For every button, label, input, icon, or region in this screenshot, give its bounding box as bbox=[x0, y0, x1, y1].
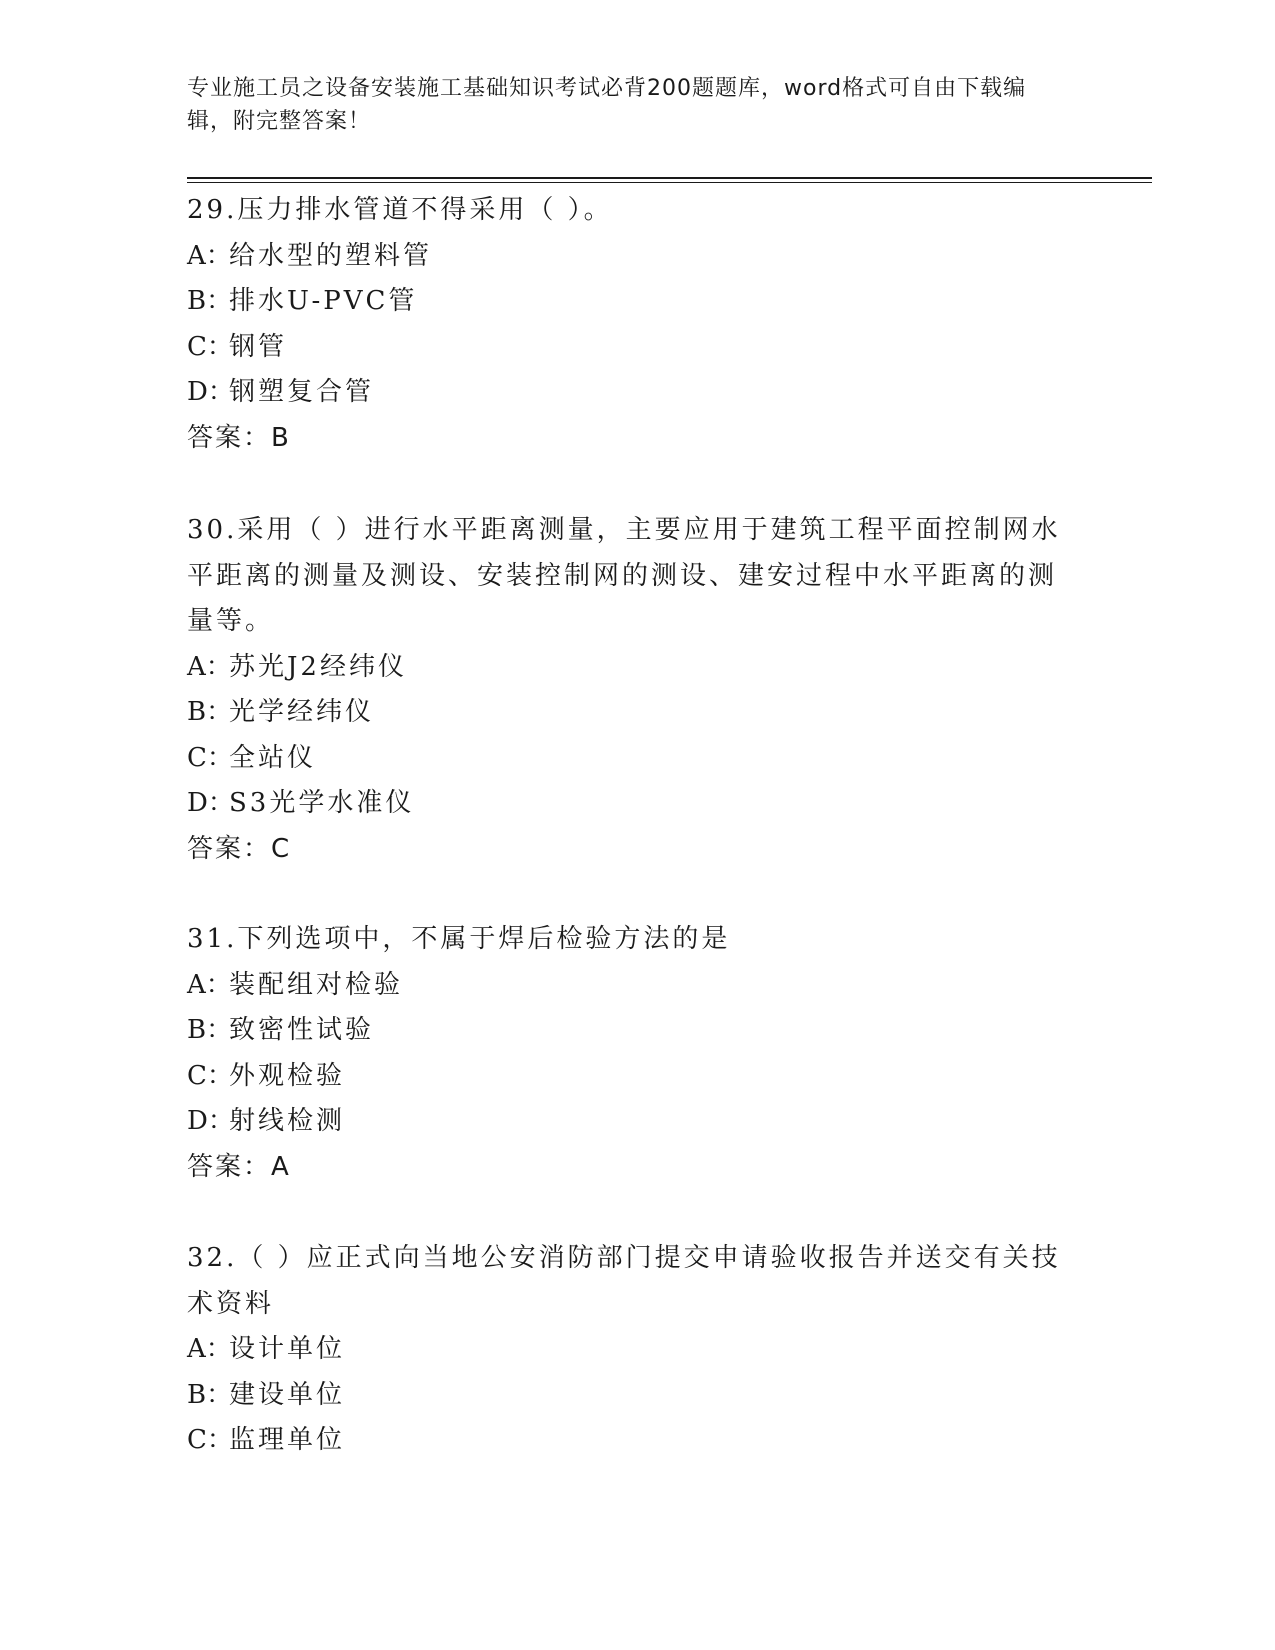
option-text: 给水型的塑料管 bbox=[229, 240, 433, 271]
option-key: C： bbox=[187, 331, 233, 362]
option-key: B： bbox=[187, 286, 233, 316]
option-b bbox=[187, 690, 1067, 736]
option-key: C： bbox=[187, 1060, 233, 1091]
option-text: 外观检验 bbox=[229, 1060, 346, 1091]
question-30 bbox=[187, 508, 1067, 872]
option-key: B： bbox=[187, 1015, 233, 1045]
answer-line: 答案：A bbox=[187, 1151, 291, 1182]
option-text: 光学经纬仪 bbox=[229, 697, 375, 727]
option-key: A： bbox=[187, 1334, 232, 1364]
question-stem: 29.压力排水管道不得采用（ ）。 bbox=[187, 195, 613, 225]
question-29 bbox=[187, 188, 1067, 461]
option-text: 致密性试验 bbox=[229, 1015, 375, 1045]
option-b bbox=[187, 279, 1067, 325]
option-a bbox=[187, 234, 1067, 280]
option-c bbox=[187, 736, 1067, 782]
option-key: A： bbox=[187, 651, 232, 682]
option-text: 装配组对检验 bbox=[229, 969, 404, 1000]
option-key: B： bbox=[187, 1379, 233, 1410]
option-key: D： bbox=[187, 1106, 234, 1136]
header-divider-thick bbox=[187, 177, 1152, 179]
option-text: 建设单位 bbox=[229, 1379, 346, 1410]
option-key: A： bbox=[187, 969, 232, 1000]
answer-line: 答案：B bbox=[187, 422, 291, 453]
option-text: 苏光J2经纬仪 bbox=[229, 651, 407, 682]
option-key: C： bbox=[187, 742, 233, 773]
header-divider-thin bbox=[187, 182, 1152, 183]
option-d bbox=[187, 781, 1067, 827]
option-text: 设计单位 bbox=[229, 1334, 346, 1364]
option-text: 排水U-PVC管 bbox=[229, 286, 418, 316]
option-text: 射线检测 bbox=[229, 1106, 346, 1136]
option-a bbox=[187, 1327, 1067, 1373]
option-text: S3光学水准仪 bbox=[229, 788, 415, 818]
option-c bbox=[187, 1418, 1067, 1464]
option-a bbox=[187, 963, 1067, 1009]
option-key: D： bbox=[187, 788, 234, 818]
option-b bbox=[187, 1008, 1067, 1054]
option-c bbox=[187, 1054, 1067, 1100]
option-text: 钢管 bbox=[229, 331, 288, 362]
option-b bbox=[187, 1373, 1067, 1419]
option-text: 全站仪 bbox=[229, 742, 317, 773]
question-31 bbox=[187, 917, 1067, 1190]
option-key: D： bbox=[187, 377, 234, 407]
option-text: 监理单位 bbox=[229, 1425, 346, 1455]
option-d bbox=[187, 370, 1067, 416]
option-c bbox=[187, 325, 1067, 371]
document-header: 专业施工员之设备安装施工基础知识考试必背200题题库，word格式可自由下载编辑，附完整答案！ bbox=[187, 76, 1027, 134]
option-d bbox=[187, 1099, 1067, 1145]
option-key: A： bbox=[187, 240, 232, 271]
answer-line: 答案：C bbox=[187, 833, 292, 864]
question-stem: 32.（ ）应正式向当地公安消防部门提交申请验收报告并送交有关技术资料 bbox=[187, 1243, 1061, 1319]
question-stem: 31.下列选项中，不属于焊后检验方法的是 bbox=[187, 924, 731, 954]
option-key: B： bbox=[187, 697, 233, 727]
option-a bbox=[187, 645, 1067, 691]
option-key: C： bbox=[187, 1425, 233, 1455]
option-text: 钢塑复合管 bbox=[229, 377, 375, 407]
question-stem: 30.采用（ ）进行水平距离测量，主要应用于建筑工程平面控制网水平距离的测量及测设、安装控制网的测设、建安过程中水平距离的测量等。 bbox=[187, 515, 1061, 636]
question-32 bbox=[187, 1236, 1067, 1464]
